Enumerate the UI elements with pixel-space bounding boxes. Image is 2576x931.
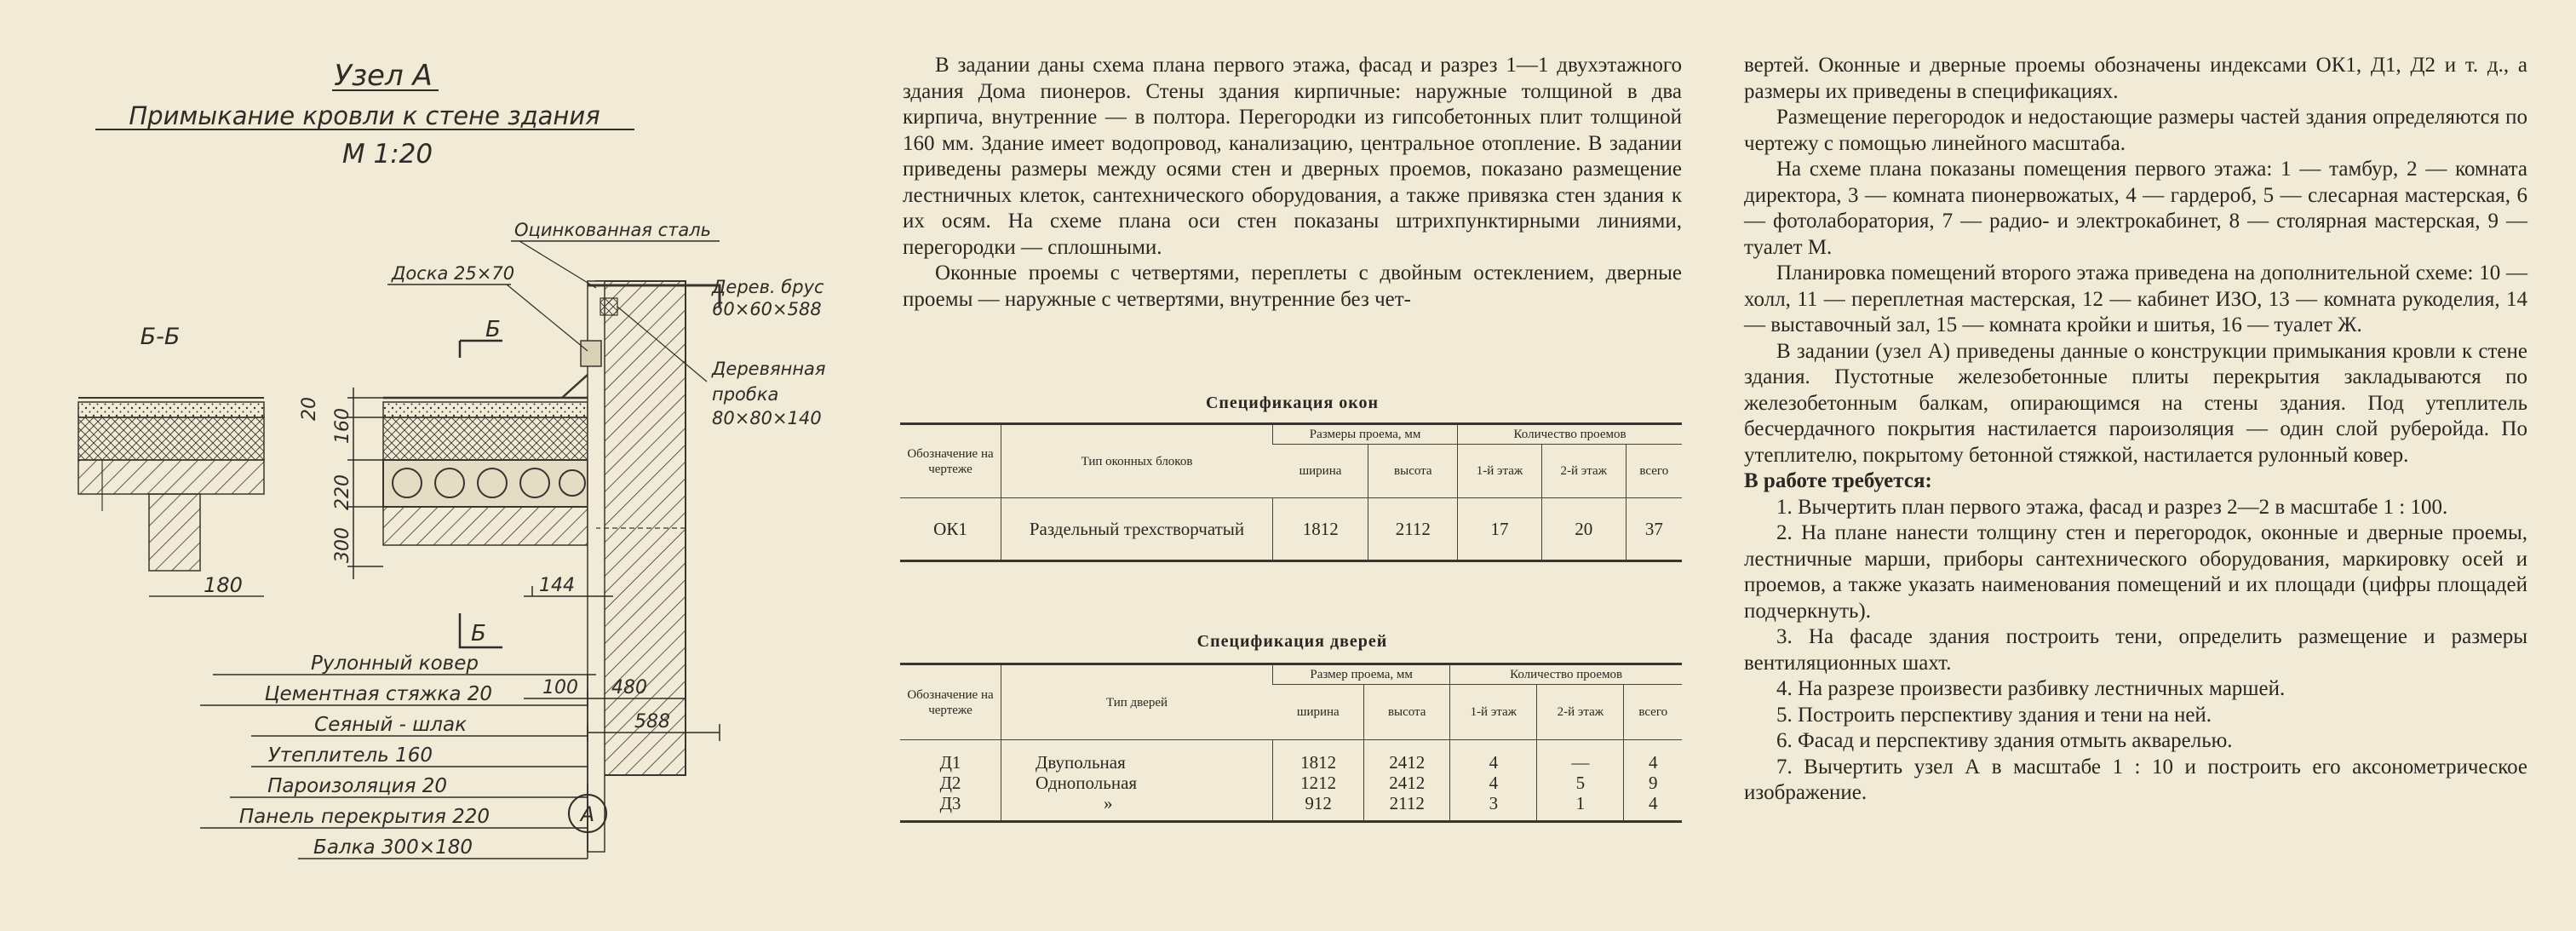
callout-plug-1: Деревянная <box>712 359 826 379</box>
col-mark: Обозначение на чертеже <box>900 424 1001 498</box>
col-size: Размеры проема, мм <box>1273 424 1458 445</box>
col-mark: Обозначение на чертеже <box>900 664 1001 740</box>
dim-588: 588 <box>634 711 670 733</box>
windows-spec-title: Спецификация окон <box>1205 394 1380 412</box>
col-width: ширина <box>1273 685 1364 740</box>
col-qty: Количество проемов <box>1450 664 1682 685</box>
col-type: Тип оконных блоков <box>1001 424 1273 498</box>
requirement-item: 7. Вычертить узел А в масштабе 1 : 10 и построить его аксонометрическое изображение. <box>1744 755 2527 804</box>
col-size: Размер проема, мм <box>1273 664 1450 685</box>
col-total: всего <box>1624 685 1682 740</box>
section-label: Б-Б <box>140 324 181 350</box>
cut-letter-bottom: Б <box>471 621 486 647</box>
requirement-item: 1. Вычертить план первого этажа, фасад и разрез 2—2 в масштабе 1 : 100. <box>1776 495 2448 519</box>
callout-plug-2: пробка <box>712 384 779 405</box>
dim-20: 20 <box>299 397 320 421</box>
table-row: Д2 Однопольная 1212 2412 4 5 9 <box>900 773 1682 793</box>
paragraph: вертей. Оконные и дверные проемы обозначены индексами ОК1, Д1, Д2 и т. д., а размеры их приведены в спецификациях. <box>1744 54 2527 103</box>
dim-480: 480 <box>611 677 647 698</box>
paragraph: В задании даны схема плана первого этажа, фасад и разрез 1—1 двухэтажного здания Дома пионеров. Стены здания кирпичные: наружные толщиной в два кирпича, внутренние — в полтора. Перегородки из гипсобетонных плит толщиной 160 мм. Здание имеет водопровод, канализацию, центральное отопление. В задании приведены размеры между осями стен и дверных проемов, показано размещение лестничных клеток, сантехнического оборудования, а также привязка стен здания к их осям. На схеме плана оси стен показаны штрихпунктирными линиями, перегородки — сплошными. <box>903 54 1682 259</box>
col-floor2: 2-й этаж <box>1537 685 1624 740</box>
col-qty: Количество проемов <box>1458 424 1682 445</box>
paragraph: На схеме плана показаны помещения первого этажа: 1 — тамбур, 2 — комната директора, 3 — комната пионервожатых, 4 — гардероб, 5 — слесарная мастерская, 6 — фотолаборатория, 7 — радио- и электрокабинет, 8 — столярная мастерская, 9 — туалет М. <box>1744 158 2527 259</box>
doors-spec-title: Спецификация дверей <box>1196 632 1388 651</box>
doors-spec-table <box>900 663 1682 823</box>
layer-5: Пароизоляция 20 <box>267 775 447 797</box>
col-total: всего <box>1626 445 1682 498</box>
section-bb <box>78 398 264 571</box>
roof-wall-junction-drawing <box>0 0 877 931</box>
dim-160: 160 <box>332 408 353 444</box>
paragraph: Размещение перегородок и недостающие размеры частей здания определяются по чертежу с помощью линейного масштаба. <box>1744 106 2527 155</box>
callout-beam-1: Дерев. брус <box>712 277 824 297</box>
paragraph: Планировка помещений второго этажа приведена на дополнительной схеме: 10 — холл, 11 — переплетная мастерская, 12 — кабинет ИЗО, 13 — комната рукоделия, 14 — выставочный зал, 15 — комната кройки и шитья, 16 — туалет Ж. <box>1744 261 2527 336</box>
layer-6: Панель перекрытия 220 <box>238 806 490 828</box>
col-type: Тип дверей <box>1001 664 1273 740</box>
col-height: высота <box>1368 445 1458 498</box>
layer-3: Сеяный - шлак <box>314 714 467 736</box>
cut-letter-top: Б <box>485 317 501 342</box>
layer-legend <box>200 652 596 859</box>
axis-letter: А <box>580 802 595 826</box>
text-column-2 <box>1744 53 2527 807</box>
dim-300: 300 <box>332 527 353 563</box>
paragraph: Оконные проемы с четвертями, переплеты с двойным остеклением, дверные проемы — наружные с четвертями, внутренние без чет- <box>903 261 1682 311</box>
callout-plug-3: 80×80×140 <box>712 408 822 428</box>
table-row: ОК1 Раздельный трехстворчатый 1812 2112 17 20 37 <box>900 498 1682 561</box>
table-row: Д3 » 912 2112 3 1 4 <box>900 793 1682 822</box>
node-title: Узел А <box>334 59 433 93</box>
requirement-item: 2. На плане нанести толщину стен и перегородок, оконные и дверные проемы, лестничные марши, приборы сантехнического оборудования, маркировку осей и проемов, а также указать наименования помещений и их площади (цифры площадей подчеркнуть). <box>1744 521 2527 623</box>
dim-100: 100 <box>542 677 578 698</box>
table-row: Д1 Двупольная 1812 2412 4 — 4 <box>900 740 1682 773</box>
layer-4: Утеплитель 160 <box>267 744 433 767</box>
col-floor1: 1-й этаж <box>1458 445 1542 498</box>
windows-spec-table <box>900 422 1682 562</box>
drawing-svg <box>0 0 877 931</box>
requirement-item: 3. На фасаде здания построить тени, определить размещение и размеры вентиляционных шахт. <box>1744 625 2527 675</box>
roof-layers <box>383 375 596 545</box>
dim-144: 144 <box>539 575 575 596</box>
brick-wall <box>581 281 720 852</box>
col-width: ширина <box>1273 445 1368 498</box>
layer-1: Рулонный ковер <box>310 652 479 675</box>
layer-7: Балка 300×180 <box>313 836 473 859</box>
dim-220: 220 <box>332 474 353 510</box>
layer-2: Цементная стяжка 20 <box>264 683 492 705</box>
paragraph: В задании (узел А) приведены данные о конструкции примыкания кровли к стене здания. Пустотные железобетонные плиты перекрытия закладываются по железобетонным балкам, опирающимся на стены здания. Под утеплитель бесчердачного покрытия настилается пароизоляция — один слой руберойда. По утеплителю, покрытому бетонной стяжкой, настилается рулонный ковер. <box>1744 339 2527 467</box>
requirement-item: 6. Фасад и перспективу здания отмыть акварелью. <box>1776 729 2233 752</box>
callout-beam-2: 60×60×588 <box>712 299 822 319</box>
col-floor2: 2-й этаж <box>1541 445 1626 498</box>
dim-180: 180 <box>204 573 243 597</box>
col-floor1: 1-й этаж <box>1450 685 1537 740</box>
col-height: высота <box>1364 685 1450 740</box>
requirement-item: 5. Построить перспективу здания и тени на ней. <box>1776 703 2212 727</box>
node-subtitle: Примыкание кровли к стене здания <box>129 101 600 130</box>
callout-board: Доска 25×70 <box>392 263 515 284</box>
requirement-item: 4. На разрезе произвести разбивку лестничных маршей. <box>1776 677 2286 700</box>
text-column-1 <box>903 53 1682 313</box>
requirements-heading: В работе требуется: <box>1744 469 1932 492</box>
scale-label: М 1:20 <box>341 139 433 170</box>
callout-steel: Оцинкованная сталь <box>514 220 712 240</box>
